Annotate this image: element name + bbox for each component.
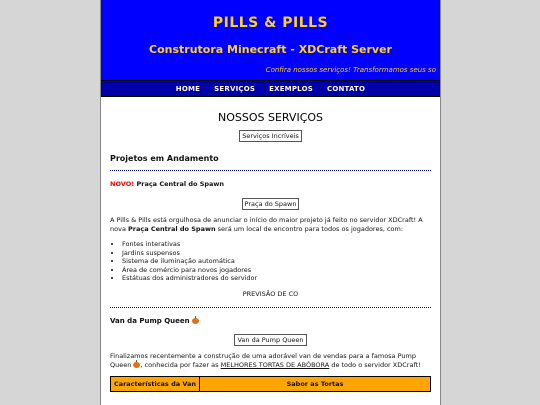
main-nav bbox=[101, 81, 440, 97]
site-subtitle: Construtora Minecraft - XDCraft Server bbox=[149, 43, 392, 56]
list-item: • Estátuas dos administradores do servidor bbox=[122, 274, 431, 283]
van-text-b: , conhecida por fazer as bbox=[140, 360, 221, 369]
nav-servicos[interactable]: SERVIÇOS bbox=[214, 84, 256, 93]
tortas-link[interactable]: MELHORES TORTAS DE ABÓBORA bbox=[220, 360, 330, 369]
nav-contato[interactable]: CONTATO bbox=[327, 84, 366, 93]
news-text-a: A Pills & Pills está orgulhosa de anunciar o início do maior projeto já feito no servidor XDCraft! A nova bbox=[110, 216, 423, 233]
van-title: Van da Pump Queen bbox=[110, 316, 190, 325]
nav-exemplos[interactable]: EXEMPLOS bbox=[269, 84, 313, 93]
news-title: Praça Central do Spawn bbox=[136, 180, 225, 188]
van-text-a: Finalizamos recentemente a construção de uma adorável van de vendas para a famosa Pump Queen bbox=[110, 351, 416, 369]
section-title: Projetos em Andamento bbox=[110, 154, 219, 163]
list-item: • Área de comércio para novos jogadores bbox=[122, 266, 431, 275]
van-text-c: de todo o servidor XDCraft! bbox=[329, 360, 421, 369]
news-paragraph bbox=[110, 216, 431, 234]
list-item: • Sistema de iluminação automática bbox=[122, 257, 431, 266]
van-heading bbox=[110, 317, 431, 325]
table-header bbox=[110, 376, 431, 392]
van-paragraph bbox=[110, 352, 431, 370]
news-text-bold: Praça Central do Spawn bbox=[128, 225, 216, 233]
features-list bbox=[110, 240, 431, 283]
divider bbox=[110, 307, 431, 308]
news-text-b: será um local de encontro para todos os jogadores, com: bbox=[215, 225, 404, 233]
van-image-broken: Van da Pump Queen bbox=[234, 334, 306, 346]
main-content bbox=[101, 111, 440, 392]
list-item: • Jardins suspensos bbox=[122, 249, 431, 258]
pumpkin-icon bbox=[133, 362, 140, 368]
list-item: • Fontes interativas bbox=[122, 240, 431, 249]
table-col-header: Sabor as Tortas bbox=[286, 379, 344, 388]
site-header bbox=[101, 0, 440, 81]
nav-home[interactable]: HOME bbox=[175, 84, 201, 93]
divider bbox=[110, 170, 431, 171]
page-title: NOSSOS SERVIÇOS bbox=[217, 111, 324, 124]
novo-badge: NOVO! bbox=[110, 180, 135, 188]
table-col-header: Características da Van bbox=[111, 377, 200, 391]
marquee-text: Confira nossos serviços! Transformamos seus so bbox=[265, 66, 436, 74]
pumpkin-icon bbox=[192, 318, 199, 324]
preview-text: PREVISÃO DE CO bbox=[242, 289, 299, 298]
news-heading bbox=[110, 180, 431, 188]
site-title: PILLS & PILLS bbox=[212, 15, 329, 31]
page-container bbox=[100, 0, 441, 405]
hero-image-broken: Serviços Incríveis bbox=[239, 130, 302, 142]
news-image-broken: Praça do Spawn bbox=[242, 198, 300, 210]
